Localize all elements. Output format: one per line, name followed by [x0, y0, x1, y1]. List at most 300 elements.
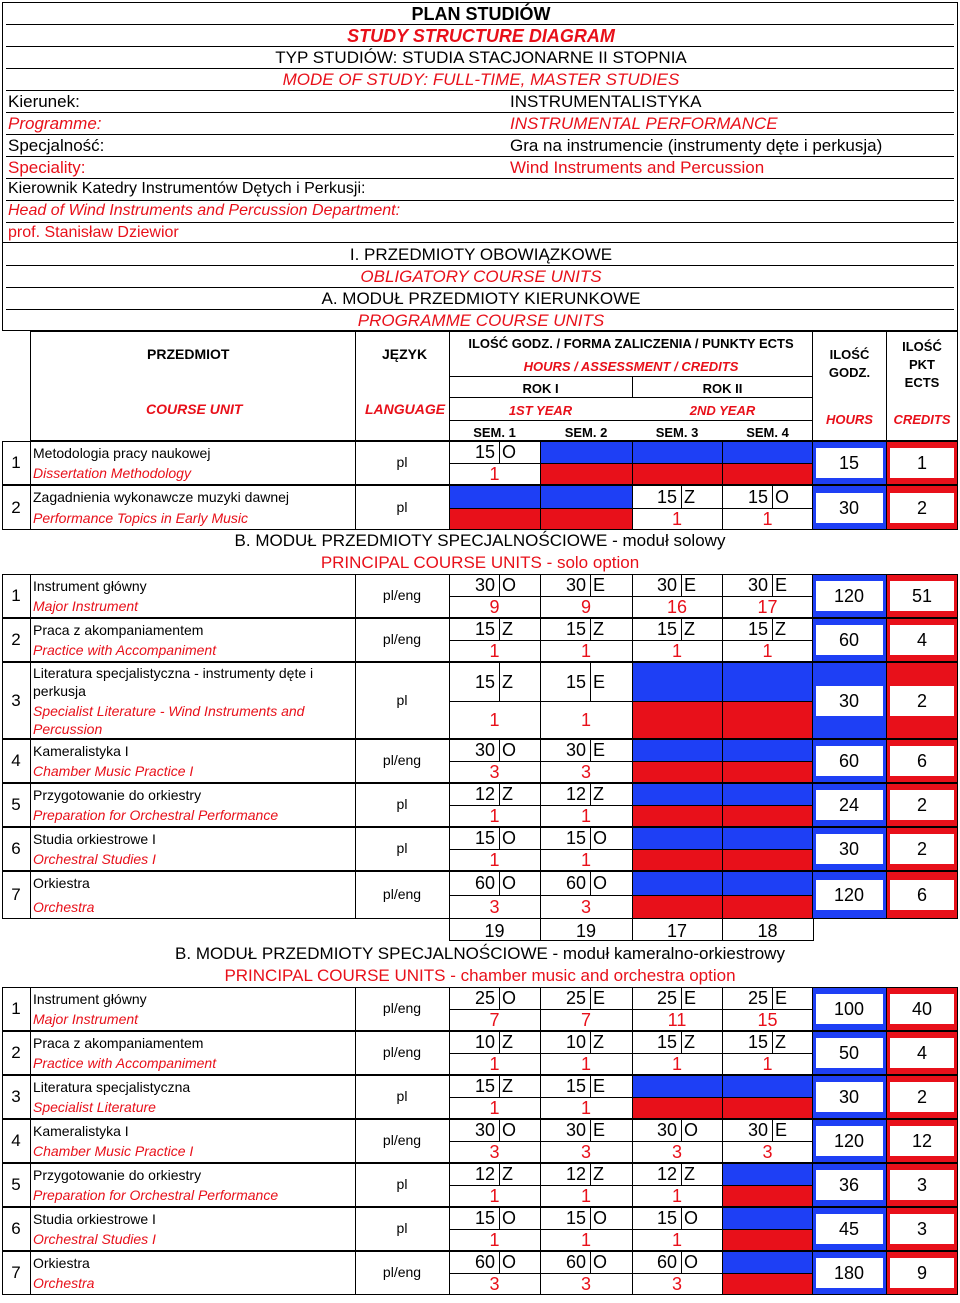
- language-value: pl/eng: [382, 1264, 422, 1280]
- subject-en: Preparation for Orchestral Performance: [33, 807, 279, 823]
- total-ects: 2: [916, 795, 927, 815]
- table-row: [0, 618, 960, 662]
- header-subject-en: COURSE UNIT: [146, 401, 243, 417]
- subject-pl: Orkiestra: [33, 875, 90, 891]
- ects-cell: [722, 701, 814, 739]
- ects-value: 1: [671, 1186, 682, 1206]
- table-row: [0, 1207, 960, 1251]
- hours-value: 30: [474, 1120, 495, 1140]
- ects-value: 3: [580, 897, 591, 917]
- programme-value: INSTRUMENTAL PERFORMANCE: [510, 114, 778, 133]
- ects-value: 1: [489, 1054, 500, 1074]
- table-row: [0, 987, 960, 1031]
- ects-value: 1: [489, 710, 500, 730]
- assessment-form: E: [593, 988, 606, 1008]
- subject-en-cont: Percussion: [33, 721, 103, 737]
- total-hours: 50: [838, 1043, 860, 1063]
- subject-en: Major Instrument: [33, 1011, 139, 1027]
- ects-cell: [722, 1229, 814, 1251]
- assessment-form: O: [775, 486, 790, 507]
- table-row: [0, 574, 960, 618]
- hours-value: 15: [565, 671, 586, 692]
- semester-sums-row: [0, 919, 960, 941]
- subject-pl: Praca z akompaniamentem: [33, 1035, 204, 1051]
- assessment-form: Z: [775, 1032, 786, 1052]
- ects-cell: [540, 463, 633, 485]
- kierunek-value: INSTRUMENTALISTYKA: [510, 92, 702, 111]
- hours-value: 15: [656, 619, 677, 639]
- language-value: pl: [396, 454, 408, 470]
- assessment-form: O: [502, 1252, 517, 1272]
- header-block: [2, 2, 958, 243]
- language-value: pl/eng: [382, 587, 422, 603]
- language-value: pl/eng: [382, 1044, 422, 1060]
- study-type-pl: TYP STUDIÓW: STUDIA STACJONARNE II STOPNIA: [275, 48, 687, 67]
- assessment-form: E: [593, 740, 606, 760]
- hours-value: 12: [474, 1164, 495, 1184]
- ects-cell: [722, 849, 814, 871]
- header-subject-pl: PRZEDMIOT: [147, 346, 230, 362]
- hours-value: 15: [474, 1076, 495, 1096]
- assessment-form: Z: [593, 784, 604, 804]
- subject-pl: Literatura specjalistyczna: [33, 1079, 191, 1095]
- total-hours: 30: [838, 497, 860, 518]
- subject-en: Chamber Music Practice I: [33, 1143, 194, 1159]
- hours-value: 10: [565, 1032, 586, 1052]
- hours-value: 12: [474, 784, 495, 804]
- hours-value: 15: [474, 671, 495, 692]
- assessment-form: Z: [684, 1032, 695, 1052]
- total-ects: 2: [916, 839, 927, 859]
- hours-value: 30: [656, 1120, 677, 1140]
- header-total-ects-pl-3: ECTS: [904, 375, 940, 390]
- hours-value: 15: [747, 486, 768, 507]
- hours-cell: [722, 1251, 814, 1274]
- assessment-form: Z: [502, 1076, 513, 1096]
- table-row: [0, 485, 960, 530]
- hours-value: 25: [747, 988, 768, 1008]
- assessment-form: E: [684, 575, 697, 595]
- total-ects: 40: [911, 999, 933, 1019]
- department-head-label: Kierownik Katedry Instrumentów Dętych i Perkusji:: [8, 180, 366, 197]
- hours-cell: [722, 739, 814, 762]
- ects-value: 3: [580, 1274, 591, 1294]
- language-value: pl: [396, 1176, 408, 1192]
- assessment-form: O: [502, 442, 517, 462]
- hours-value: 15: [656, 1032, 677, 1052]
- obligatory-title-en: OBLIGATORY COURSE UNITS: [360, 267, 602, 286]
- hours-value: 30: [747, 575, 768, 595]
- hours-cell: [632, 739, 723, 762]
- total-ects: 9: [916, 1263, 927, 1283]
- subject-pl: Orkiestra: [33, 1255, 90, 1271]
- total-hours: 30: [838, 690, 860, 711]
- row-number: 6: [11, 839, 21, 858]
- total-hours: 30: [838, 1087, 860, 1107]
- subject-pl: Przygotowanie do orkiestry: [33, 787, 202, 803]
- subject-pl: Kameralistyka I: [33, 1123, 129, 1139]
- solo-title-pl: B. MODUŁ PRZEDMIOTY SPECJALNOŚCIOWE - moduł solowy: [234, 531, 726, 550]
- subject-pl: Praca z akompaniamentem: [33, 622, 204, 638]
- hours-value: 15: [747, 1032, 768, 1052]
- specjalnosc-label: Specjalność:: [8, 136, 105, 155]
- total-ects: 2: [916, 497, 927, 518]
- hours-value: 15: [747, 619, 768, 639]
- total-ects: 2: [916, 690, 927, 711]
- ects-cell: [722, 1273, 814, 1295]
- language-value: pl: [396, 1088, 408, 1104]
- subject-pl: Metodologia pracy naukowej: [33, 445, 211, 461]
- header-year1-en: 1ST YEAR: [508, 403, 573, 418]
- assessment-form: O: [502, 1120, 517, 1140]
- ects-cell: [722, 761, 814, 783]
- ects-cell: [722, 1097, 814, 1119]
- hours-value: 15: [474, 1208, 495, 1228]
- total-hours: 24: [838, 795, 860, 815]
- assessment-form: O: [502, 575, 517, 595]
- subject-en: Chamber Music Practice I: [33, 763, 194, 779]
- ects-value: 1: [671, 509, 682, 529]
- hours-value: 60: [656, 1252, 677, 1272]
- ects-value: 1: [671, 641, 682, 661]
- kierunek-label: Kierunek:: [8, 92, 80, 111]
- assessment-form: O: [684, 1120, 699, 1140]
- row-number: 2: [11, 1043, 21, 1062]
- assessment-form: O: [502, 1208, 517, 1228]
- header-year2-en: 2ND YEAR: [689, 403, 756, 418]
- ects-value: 1: [580, 1230, 591, 1250]
- subject-pl: Studia orkiestrowe I: [33, 831, 156, 847]
- chamber-title-pl: B. MODUŁ PRZEDMIOTY SPECJALNOŚCIOWE - moduł kameralno-orkiestrowy: [175, 944, 785, 963]
- subject-pl: Instrument główny: [33, 578, 147, 594]
- total-hours: 120: [833, 586, 865, 606]
- assessment-form: Z: [775, 619, 786, 639]
- study-type-en: MODE OF STUDY: FULL-TIME, MASTER STUDIES: [282, 70, 680, 89]
- semester-ects-sum: 19: [575, 921, 597, 941]
- ects-cell: [540, 508, 633, 530]
- department-head-label-en: Head of Wind Instruments and Percussion Department:: [8, 202, 401, 219]
- assessment-form: E: [775, 1120, 788, 1140]
- total-ects: 3: [916, 1175, 927, 1195]
- subject-pl: Zagadnienia wykonawcze muzyki dawnej: [33, 489, 290, 505]
- assessment-form: Z: [502, 784, 513, 804]
- subject-en: Specialist Literature: [33, 1099, 156, 1115]
- assessment-form: Z: [593, 619, 604, 639]
- hours-value: 10: [474, 1032, 495, 1052]
- subject-pl: Studia orkiestrowe I: [33, 1211, 156, 1227]
- language-value: pl: [396, 1220, 408, 1236]
- hours-value: 30: [474, 740, 495, 760]
- total-hours: 45: [838, 1219, 860, 1239]
- ects-value: 1: [671, 1054, 682, 1074]
- hours-cell: [540, 485, 633, 509]
- assessment-form: Z: [684, 486, 695, 507]
- ects-value: 15: [757, 1010, 778, 1030]
- sum-divider: [540, 919, 541, 941]
- row-number: 1: [11, 586, 21, 605]
- subject-en: Orchestral Studies I: [33, 851, 156, 867]
- hours-value: 12: [565, 784, 586, 804]
- header-sem1: SEM. 1: [473, 425, 516, 440]
- hours-value: 15: [474, 619, 495, 639]
- assessment-form: O: [502, 828, 517, 848]
- ects-value: 3: [489, 1142, 500, 1162]
- speciality-label: Speciality:: [8, 158, 86, 177]
- ects-value: 3: [580, 762, 591, 782]
- hours-value: 30: [565, 740, 586, 760]
- language-value: pl: [396, 796, 408, 812]
- ects-value: 1: [580, 850, 591, 870]
- ects-value: 1: [580, 710, 591, 730]
- speciality-value: Wind Instruments and Percussion: [510, 158, 765, 177]
- header-total-ects-pl-2: PKT: [909, 357, 935, 372]
- assessment-form: E: [684, 988, 697, 1008]
- hours-value: 15: [565, 1076, 586, 1096]
- table-row: [0, 1031, 960, 1075]
- hours-value: 60: [565, 1252, 586, 1272]
- ects-value: 1: [762, 641, 773, 661]
- hours-cell: [632, 662, 723, 702]
- header-total-ects-en: CREDITS: [893, 412, 951, 427]
- header-total-hours-pl-2: GODZ.: [828, 365, 871, 380]
- ects-value: 1: [580, 806, 591, 826]
- ects-value: 3: [762, 1142, 773, 1162]
- row-number: 2: [11, 630, 21, 649]
- hours-value: 15: [656, 1208, 677, 1228]
- ects-value: 1: [489, 850, 500, 870]
- chamber-title-en: PRINCIPAL COURSE UNITS - chamber music and orchestra option: [224, 966, 736, 985]
- assessment-form: E: [593, 575, 606, 595]
- hours-cell: [632, 783, 723, 806]
- table-row: [0, 441, 960, 485]
- row-number: 3: [11, 690, 21, 710]
- language-value: pl/eng: [382, 752, 422, 768]
- ects-value: 3: [489, 897, 500, 917]
- solo-section-header: [2, 530, 958, 574]
- total-hours: 36: [838, 1175, 860, 1195]
- header-hours-en: HOURS / ASSESSMENT / CREDITS: [523, 359, 739, 374]
- table-row: [0, 662, 960, 739]
- hours-cell: [722, 871, 814, 896]
- department-head-name: prof. Stanisław Dziewior: [8, 224, 179, 241]
- total-ects: 4: [916, 630, 927, 650]
- language-value: pl/eng: [382, 1000, 422, 1016]
- ects-value: 7: [580, 1010, 591, 1030]
- ects-cell: [722, 895, 814, 919]
- assessment-form: E: [593, 671, 606, 692]
- total-ects: 6: [916, 751, 927, 771]
- total-hours: 15: [838, 453, 860, 473]
- total-hours: 180: [833, 1263, 865, 1283]
- ects-value: 11: [667, 1010, 687, 1030]
- hours-value: 25: [565, 988, 586, 1008]
- hours-value: 60: [565, 873, 586, 893]
- table-row: [0, 1075, 960, 1119]
- row-number: 4: [11, 1131, 21, 1150]
- ects-cell: [632, 849, 723, 871]
- header-year1-pl: ROK I: [522, 381, 559, 396]
- row-number: 7: [11, 885, 21, 904]
- ects-value: 1: [489, 1186, 500, 1206]
- hours-value: 15: [656, 486, 677, 507]
- row-number: 4: [11, 751, 21, 770]
- assessment-form: Z: [502, 619, 513, 639]
- hours-cell: [722, 827, 814, 850]
- subject-en: Preparation for Orchestral Performance: [33, 1187, 279, 1203]
- language-value: pl: [396, 691, 408, 708]
- ects-value: 1: [489, 464, 500, 484]
- hours-cell: [632, 441, 723, 464]
- total-hours: 30: [838, 839, 860, 859]
- assessment-form: O: [502, 740, 517, 760]
- table-row: [0, 871, 960, 919]
- ects-cell: [632, 701, 723, 739]
- assessment-form: Z: [593, 1032, 604, 1052]
- language-value: pl: [396, 498, 408, 515]
- hours-cell: [449, 485, 541, 509]
- header-total-ects-pl-1: ILOŚĆ: [902, 339, 942, 354]
- row-number: 5: [11, 1175, 21, 1194]
- ects-value: 3: [671, 1274, 682, 1294]
- total-hours: 60: [838, 751, 860, 771]
- specjalnosc-value: Gra na instrumencie (instrumenty dęte i perkusja): [510, 136, 883, 155]
- subject-pl: Literatura specjalistyczna - instrumenty dęte i: [33, 665, 314, 681]
- subject-en: Dissertation Methodology: [33, 465, 191, 481]
- hours-value: 15: [474, 828, 495, 848]
- table-row: [0, 739, 960, 783]
- assessment-form: Z: [502, 671, 513, 692]
- assessment-form: O: [593, 1252, 608, 1272]
- ects-cell: [632, 761, 723, 783]
- total-ects: 51: [911, 586, 933, 606]
- ects-value: 1: [489, 1098, 500, 1118]
- total-ects: 2: [916, 1087, 927, 1107]
- table-row: [0, 1119, 960, 1163]
- subject-en: Performance Topics in Early Music: [33, 510, 249, 526]
- assessment-form: O: [502, 988, 517, 1008]
- ects-cell: [632, 1097, 723, 1119]
- subject-pl: Instrument główny: [33, 991, 147, 1007]
- module-a-title-en: PROGRAMME COURSE UNITS: [357, 311, 605, 330]
- hours-value: 25: [656, 988, 677, 1008]
- ects-value: 9: [580, 597, 591, 617]
- table-row: [0, 1163, 960, 1207]
- hours-value: 12: [565, 1164, 586, 1184]
- ects-value: 1: [489, 1230, 500, 1250]
- hours-value: 15: [565, 619, 586, 639]
- ects-cell: [632, 805, 723, 827]
- total-ects: 3: [916, 1219, 927, 1239]
- header-sem4: SEM. 4: [746, 425, 789, 440]
- header-lang-en: LANGUAGE: [365, 401, 446, 417]
- solo-title-en: PRINCIPAL COURSE UNITS - solo option: [320, 553, 640, 572]
- ects-value: 1: [671, 1230, 682, 1250]
- assessment-form: E: [593, 1120, 606, 1140]
- ects-cell: [632, 895, 723, 919]
- total-ects: 12: [911, 1131, 933, 1151]
- assessment-form: E: [593, 1076, 606, 1096]
- table-row: [0, 827, 960, 871]
- assessment-form: O: [593, 1208, 608, 1228]
- row-number: 1: [11, 453, 21, 472]
- ects-value: 3: [580, 1142, 591, 1162]
- hours-cell: [722, 783, 814, 806]
- hours-value: 12: [656, 1164, 677, 1184]
- sum-divider: [722, 919, 723, 941]
- subject-pl-cont: perkusja: [33, 683, 86, 699]
- language-value: pl/eng: [382, 631, 422, 647]
- hours-cell: [632, 827, 723, 850]
- language-value: pl/eng: [382, 886, 422, 902]
- subject-pl: Przygotowanie do orkiestry: [33, 1167, 202, 1183]
- total-ects: 4: [916, 1043, 927, 1063]
- header-total-hours-en: HOURS: [826, 412, 873, 427]
- row-number: 6: [11, 1219, 21, 1238]
- semester-ects-sum: 19: [484, 921, 505, 941]
- language-value: pl: [396, 840, 408, 856]
- obligatory-section-header: [2, 243, 958, 331]
- ects-value: 3: [671, 1142, 682, 1162]
- subject-en: Orchestra: [33, 899, 95, 915]
- assessment-form: O: [502, 873, 517, 893]
- obligatory-title-pl: I. PRZEDMIOTY OBOWIĄZKOWE: [349, 245, 613, 264]
- ects-value: 16: [666, 597, 688, 617]
- ects-value: 1: [762, 1054, 773, 1074]
- plan-title-pl: PLAN STUDIÓW: [411, 4, 551, 24]
- hours-value: 30: [747, 1120, 768, 1140]
- header-year2-pl: ROK II: [702, 381, 743, 396]
- ects-cell: [722, 1185, 814, 1207]
- header-total-hours-pl-1: ILOŚĆ: [829, 347, 870, 362]
- assessment-form: Z: [502, 1032, 513, 1052]
- row-number: 1: [11, 999, 21, 1018]
- subject-en: Major Instrument: [33, 598, 139, 614]
- subject-en: Orchestra: [33, 1275, 95, 1291]
- hours-cell: [540, 441, 633, 464]
- subject-en: Practice with Accompaniment: [33, 642, 217, 658]
- ects-value: 1: [580, 641, 591, 661]
- assessment-form: Z: [684, 619, 695, 639]
- row-number: 5: [11, 795, 21, 814]
- header-lang-pl: JĘZYK: [382, 346, 428, 362]
- assessment-form: Z: [684, 1164, 695, 1184]
- ects-value: 7: [489, 1010, 500, 1030]
- table-row: [0, 783, 960, 827]
- hours-cell: [722, 1207, 814, 1230]
- ects-value: 3: [489, 762, 500, 782]
- hours-value: 30: [656, 575, 677, 595]
- assessment-form: O: [593, 873, 608, 893]
- ects-value: 1: [580, 1054, 591, 1074]
- subject-en: Specialist Literature - Wind Instruments and: [33, 703, 305, 719]
- hours-value: 30: [565, 575, 586, 595]
- programme-label: Programme:: [8, 114, 102, 133]
- assessment-form: E: [775, 575, 788, 595]
- ects-cell: [722, 463, 814, 485]
- assessment-form: O: [684, 1252, 699, 1272]
- assessment-form: Z: [502, 1164, 513, 1184]
- assessment-form: E: [775, 988, 788, 1008]
- total-hours: 120: [833, 885, 865, 905]
- hours-cell: [632, 1075, 723, 1098]
- sum-divider: [632, 919, 633, 941]
- subject-pl: Kameralistyka I: [33, 743, 129, 759]
- ects-value: 9: [489, 597, 500, 617]
- ects-value: 3: [489, 1274, 500, 1294]
- semester-ects-sum: 17: [666, 921, 688, 941]
- hours-cell: [722, 441, 814, 464]
- header-sem3: SEM. 3: [655, 425, 699, 440]
